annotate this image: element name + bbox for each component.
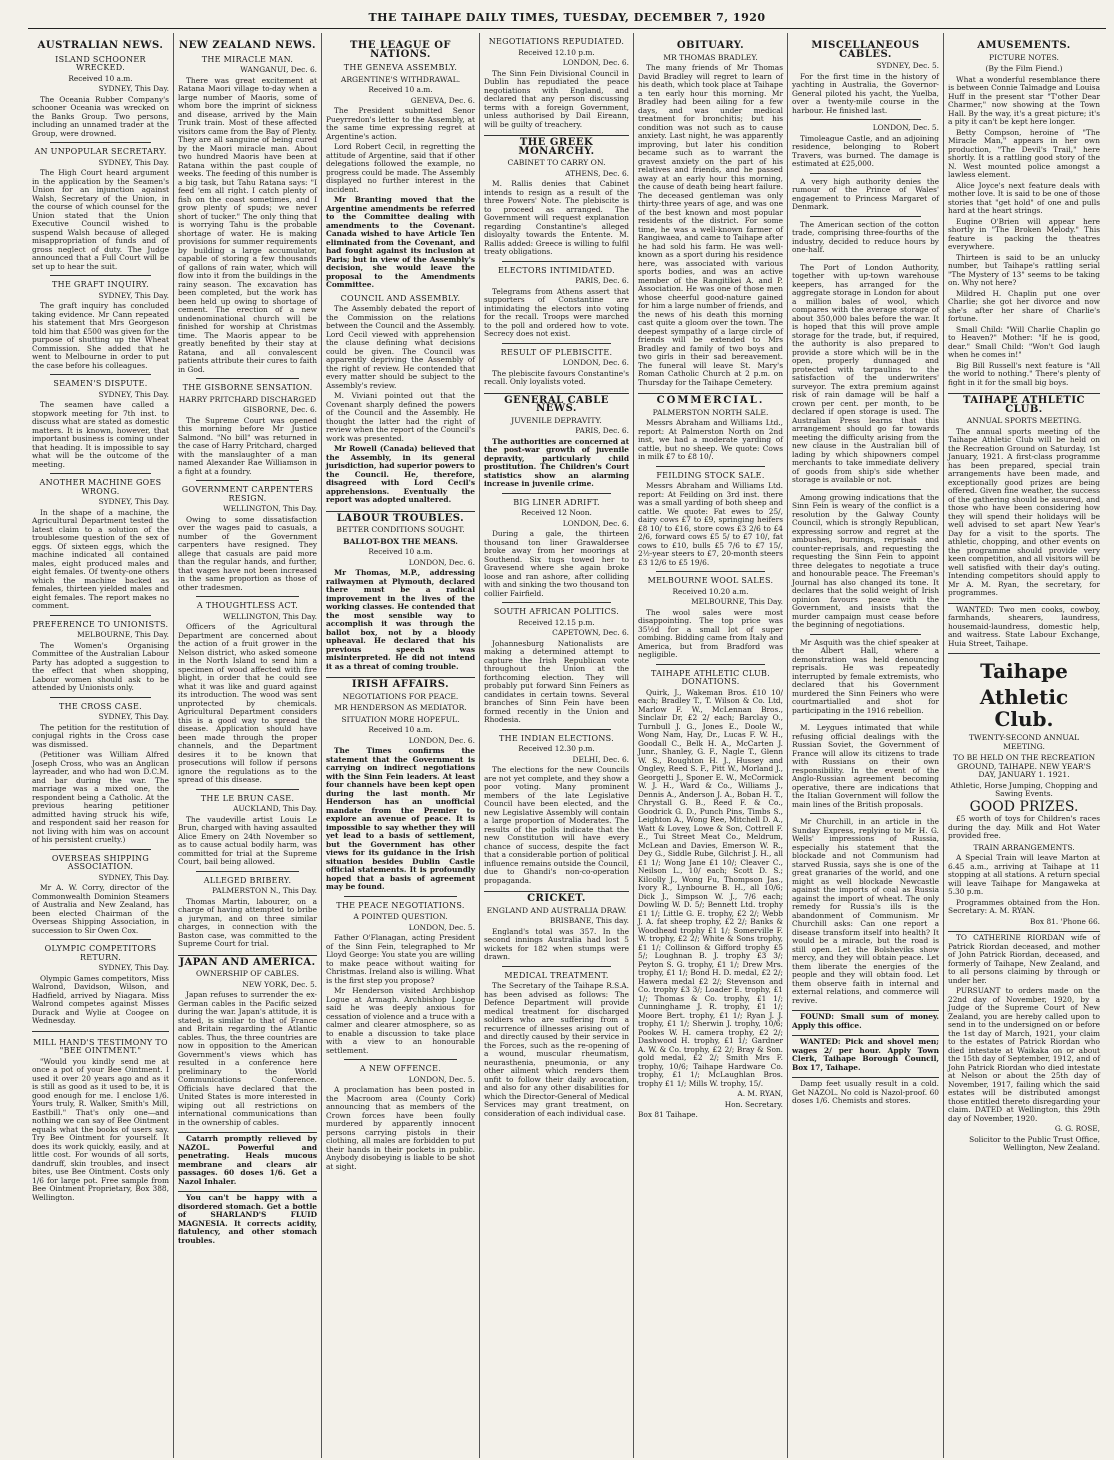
- article-body: Timoleague Castle, and an adjoining residence, belonging to Robert Travers, was burned. The damage is estimated at £25,000.: [792, 133, 939, 168]
- article-body: Mr Asquith was the chief speaker at the Albert Hall, where a demonstration was held denouncing reprisals. He was repeatedly interrupted by female extremists, who declared that his Government murdered the Sinn Feiners who were courtmartialled and shot for participating in the 1916 rebellion.: [792, 637, 939, 715]
- article-heading: ALLEGED BRIBERY.: [203, 875, 292, 885]
- dateline: SYDNEY, This Day.: [98, 290, 169, 300]
- article-heading: THE PEACE NEGOTIATIONS.: [336, 900, 465, 910]
- article-heading: TAIHAPE ATHLETIC CLUB. DONATIONS.: [650, 668, 771, 686]
- article-heading: THE LE BRUN CASE.: [200, 793, 295, 803]
- advert-body: Programmes obtained from the Hon. Secretary: A. M. RYAN.: [948, 897, 1100, 915]
- dateline: SYDNEY, This Day.: [98, 157, 169, 167]
- article-subheading: OWNERSHIP OF CABLES.: [196, 969, 299, 978]
- article-body: The American section of the cotton trade, comprising three-fourths of the industry, decided to reduce hours by one-half.: [792, 219, 939, 254]
- advert-body: A Special Train will leave Marton at 6.45 a.m., arriving at Taihape at 11 stopping at all stations. A return special will leave Taihape for Mangaweka at 5.30 p.m.: [948, 853, 1100, 896]
- article-subheading: ANNUAL SPORTS MEETING.: [966, 416, 1082, 425]
- article-body: The graft inquiry has concluded taking evidence. Mr Cann repeated his statement that Mrs Georgeson told him that £500 was given for the purpose of shutting up the Wheat Commission. She added that he went to Melbourne in order to put the case before his colleagues.: [32, 301, 169, 370]
- dateline: NEW YORK, Dec. 5.: [242, 979, 317, 989]
- dateline: LONDON, Dec. 6.: [562, 358, 629, 367]
- article-body: The vaudeville artist Louis Le Brun, charged with having assaulted Alice Emery on 24th November so as to cause actual bodily harm, was committed for trial at the Supreme Court, bail being allowed.: [178, 814, 317, 866]
- article-body: The Supreme Court was opened this morning before Mr Justice Salmond. "No bill" was returned in the case of Harry Pritchard, charged with the manslaughter of a man named Alexander Rae Williamson in a fight at a foundry.: [178, 415, 317, 476]
- dateline: MELBOURNE, This Day.: [691, 597, 783, 606]
- section-heading: AUSTRALIAN NEWS.: [37, 40, 164, 51]
- advert-found: FOUND: Small sum of money. Apply this office.: [792, 1012, 939, 1030]
- article-heading: ELECTORS INTIMIDATED.: [498, 265, 615, 275]
- article-body: Japan refuses to surrender the ex-German cables in the Pacific seized during the war. Japan's attitude, it is stated, is similar to that of France and Britain regarding the Atlantic cables. Thus, the three countries are now in opposition to the American Government's views which has resulted in a conference here preliminary to the World Communications Conference. Officials have declared that the United States is more interested in wiping out all restrictions on international communications than in the ownership of cables.: [178, 990, 317, 1127]
- legal-notice: PURSUANT to orders made on the 22nd day of November, 1920, by a Judge of the Supreme Court of New Zealand, you are hereby called upon to send in to the undersigned on or before the 1st day of March, 1921, your claim to the estates of Patrick Riordan who died intestate at Waikaka on or about the 15th day of September, 1912, and of John Patrick Riordan who died intestate at Nelson or about the 25th day of November, 1917, failing which the said estates will be distributed amongst those entitled thereto disregarding your claim. DATED at Wellington, this 29th day of November, 1920.: [948, 986, 1100, 1123]
- dateline: GISBORNE, Dec. 6.: [243, 405, 317, 414]
- article-body: Quirk, J., Wakeman Bros. £10 10/ each; Bradley T., T. Wilson & Co. Ltd, Marlow F. W., McLennan Bros., Sinclair Dr, £2 2/ each; Barclay O., Turnbull J. G., Jones E., Doole W., Wong Nam, Hay, Dr., Lucas F. W. H., Goodall C., Belk H. A., McCarten J. Junr., Shanley, G. F., Nagle T., Glenn W. S., Roughton H. J., Hussey and Ongley, Reed S. F., Pitt W., Morland J., Georgetti J., Sponer E. W., McCormick W. J. H., Ward & Co., Williams J., Dennis A., Anderson J. A., Boban H. T., Chrystall G. B., Reed F. & Co., Goodrick G. D., Punch Pins, Timbs S., Leighton A., Wong Ree, Mitchell D. A., Watt & Lovey, Lowe & Son, Cottrell F. E., Tui Street Meat Co., Meldrum, McLean and Davies, Emerson W. R., Dey G., Siddle Rube, Gilchrist J. H., all £1 1/; Wong Jane £1 10/; Cleaver C., Neilson L., 10/ each; Scott D. S.; Kilcolly J., Wong Fu, Thompson Jas., Ivory R., Lynbourne B. H., all 10/6; Dick J., Simpson W. J., 7/6 each; Dowling W. D. 5/; Bennett Ltd. trophy £1 1/; Little G. E. trophy, £2 2/; Webb J. A. fat sheep trophy, £2 2/; Banks & Woodhead trophy £1 1/; Somerville F. W. trophy, £2 2/; White & Sons trophy, £1 1/; Collinson & Gifford trophy £5 5/; Loughnan B. J. trophy £3 3/; Peyton S. G. trophy, £1 1/; Drew Mrs. trophy, £1 1/; Bond H. D. medal, £2 2/; Hawera medal £2 2/; Stevenson and Co. trophy £3 3/; Loader E. trophy, £1 1/; Thomas & Co. trophy, £1 1/; Cunninghame J. R. trophy, £1 1/; Moore Bert. trophy, £1 1/; Ryan J. J. trophy, £1 1/; Sherwin J. trophy, 10/6; Pookes W. H. camera trophy, £2 2/; Dashwood H. trophy, £1 1/; Gardner A. W. & Co. trophy, £2 2/; Bray & Son. gold medal, £2 2/; Smith Mrs F. trophy, 10/6; Taihape Hardware Co. trophy, £1 1/; McLaughlan Bros. trophy £1 1/; Mills W. trophy, 15/.: [638, 687, 783, 1088]
- received-line: Received 12.15 p.m.: [518, 617, 595, 627]
- article-heading: AN UNPOPULAR SECRETARY.: [34, 147, 167, 156]
- article-body: The Oceania Rubber Company's schooner Oceania was wrecked on the Banks Group. Two persons, including an unnamed trader at the Group, were drowned.: [32, 94, 169, 138]
- article-body: Thirteen is said to be an unlucky number, but Taihape's rattling serial "The Mystery of 13" seems to be taking on. Why not here?: [948, 252, 1100, 287]
- article-body: The High Court heard argument in the application by the Seamen's Union for an injunction against Walsh, Secretary of the Union, in the course of which counsel for the Union stated that the Union Executive Council wished to suspend Walsh because of alleged misappropriation of funds and of gross neglect of duty. The Judge announced that a Full Court will be set up to hear the suit.: [32, 168, 169, 271]
- article-body: The elections for the new Councils are not yet complete, and they show a poor voting. Many prominent members of the late Legislative Council have been elected, and the new Legislative Assembly will contain a large proportion of Moderates. The results of the polls indicate that the new Constitution will have every chance of success, despite the fact that a considerable portion of political influence remains outside the Council, due to Ghandi's non-co-operation propaganda.: [484, 765, 629, 885]
- article-body: Among growing indications that the Sinn Fein is weary of the conflict is a resolution by the Galway County Council, which is strongly Republican, expressing sorrow and regret at the ambushes, burnings, reprisals and counter-reprisals, and requesting the requesting the Sinn Fein to appoint three delegates to negotiate a truce and honourable peace. The Freeman's Journal has also changed its tone. It declares that the solid weight of Irish opinion favours peace with the Government, and insists that the murder campaign must cease before the beginning of negotiations.: [792, 492, 939, 629]
- article-body: Thomas Martin, labourer, on a charge of having attempted to bribe a juryman, and on three similar charges, in connection with the Baston case, was committed to the Supreme Court for trial.: [178, 896, 317, 948]
- signature: A. M. RYAN,: [737, 1089, 783, 1098]
- article-body: Big Bill Russell's next feature is "All the world to nothing." There's plenty of fight in it for the small big boys.: [948, 360, 1100, 387]
- article-body: Father O'Flanagan, acting President of the Sinn Fein, telegraphed to Mr Lloyd George: You state you are willing to make peace without waiting for Christmas. Ireland also is willing. What is the first step you propose?: [326, 933, 475, 985]
- column-obituary-commercial: [634, 33, 788, 1458]
- article-body: Olympic Games competitors, Miss Walrond, Davidson, Wilson, and Hadfield, arrived by Niagara. Miss Walrond competes against Misses Durack and Wylie at Coogee on Wednesday.: [32, 973, 169, 1025]
- article-subheading: SITUATION MORE HOPEFUL.: [341, 714, 460, 724]
- dateline: PALMERSTON N., This Day.: [211, 886, 317, 895]
- section-heading: THE GREEK MONARCHY.: [484, 135, 629, 156]
- article-body: Betty Compson, heroine of "The Miracle Man," appears in her own production, "The Devil's Trail," here shortly. It is a rattling good story of the N. West mounted police amongst a lawless element.: [948, 127, 1100, 179]
- advert-events: Athletic, Horse Jumping, Chopping and Sawing Events.: [950, 780, 1098, 798]
- article-subheading: MR THOMAS BRADLEY.: [663, 52, 758, 62]
- article-subheading: ARGENTINE'S WITHDRAWAL.: [340, 74, 461, 84]
- advert-nazol: Damp feet usually result in a cold. Get NAZOL. No cold is Nazol-proof. 60 doses 1/6. Chemists and stores.: [792, 1079, 939, 1105]
- article-body: Messrs Abraham and Williams Ltd. report: At Feilding on 3rd inst. there was a small yarding of both sheep and cattle. We quote: Fat ewes to 25/, dairy cows £7 to £9, springing heifers £8 10/ to £16, store cows £3 2/6 to £4 2/6, forward cows £5 5/ to £7 10/, fat cows to £10, bulls £5 7/6 to £7 15/, 2½-year steers to £7, 20-month steers £3 12/6 to £5 19/6.: [638, 481, 783, 567]
- section-heading: CRICKET.: [484, 891, 629, 904]
- advert-heading: MILL HAND'S TESTIMONY TO "BEE OINTMENT.": [33, 1037, 168, 1055]
- article-body: The Women's Organising Committee of the Australian Labour Party has adopted a suggestion to the effect that when shopping, Labour women should ask to be attended by Unionists only.: [32, 640, 169, 692]
- article-body: The Sinn Fein Divisional Council in Dublin has repudiated the peace negotiations with England, and declared that any person discussing terms with a foreign Government, unless authorised by Dail Eireann, will be guilty of treachery.: [484, 68, 629, 129]
- section-heading: OBITUARY.: [676, 40, 745, 51]
- dateline: LONDON, Dec. 6.: [562, 58, 629, 67]
- advert-subheading: TRAIN ARRANGEMENTS.: [973, 842, 1075, 852]
- received-line: Received 12 Noon.: [521, 508, 592, 517]
- article-heading: ANOTHER MACHINE GOES WRONG.: [39, 478, 162, 496]
- article-body: Eugine O'Brien will appear here shortly in "The Broken Melody." This feature is packing the theatres everywhere.: [948, 216, 1100, 251]
- dateline: LONDON, Dec. 5.: [408, 1074, 475, 1084]
- article-body: The seamen have called a stopwork meeting for 7th inst. to discuss what are stated as domestic matters. It is known, however, that important business is coming under that heading. It is impossible to say what will be the outcome of the meeting.: [32, 400, 169, 469]
- article-body: M. Leygues intimated that while refusing official dealings with the Russian Soviet, the Government of France will allow its citizens to trade with Russians on their own responsibility. In the event of the Anglo-Russian agreement becoming operative, there are indications that the Italian Government will follow the main lines of the British proposals.: [792, 723, 939, 809]
- article-subheading: BALLOT-BOX THE MEANS.: [343, 536, 458, 546]
- dateline: PARIS, Dec. 6.: [575, 276, 629, 285]
- article-subheading: MR HENDERSON AS MEDIATOR.: [334, 703, 467, 712]
- dateline: SYDNEY, This Day.: [98, 963, 169, 972]
- article-subheading: PICTURE NOTES.: [989, 52, 1059, 62]
- article-heading: THE GENEVA ASSEMBLY.: [343, 63, 458, 72]
- dateline: SYDNEY, This Day.: [98, 389, 169, 399]
- dateline: LONDON, Dec. 6.: [408, 557, 475, 567]
- section-heading: IRISH AFFAIRS.: [326, 677, 475, 690]
- signature: G. G. ROSE,: [1054, 1124, 1100, 1133]
- article-body: The many friends of Mr Thomas David Bradley will regret to learn of his death, which took place at Taihape a ten early hour this morning. Mr Bradley had been ailing for a few days, and was under medical treatment for bronchitis; but his condition was not such as to cause anxiety. Last night, he was apparently improving, but later his condition became such as to warrant the gravest anxiety on the part of his relatives and friends, and he passed away at an early hour this morning, the cause of death being heart failure. The deceased gentleman was only thirty-three years of age, and was one of the best known and most popular residents of the district. For some time, he was a well-known farmer of Rangiwaea, and came to Taihape after he had sold his farm. He was well-known as a sport during his residence here, was associated with various sports bodies, and was an active member of the Rangitikei A. and P. Association. He was one of those men whose cheerful good-nature gained for him a large number of friends, and the news of his death this morning cast quite a gloom over the town. The deepest sympathy of a large circle of friends will be extended to Mrs Bradley and family of two boys and two girls in their sad bereavement. The funeral will leave St. Mary's Roman Catholic Church at 2 p.m. on Thursday for the Taihape Cemetery.: [638, 63, 783, 387]
- article-body: Johannesburg Nationalists are making a determined attempt to capture the Irish Republican vote throughout the Union at the forthcoming election. They will probably put forward Sinn Feiners as candidates in certain towns. Several branches of Sinn Fein have been formed recently in the Union and Rhodesia.: [484, 638, 629, 724]
- article-body: There was great excitement at Ratana Maori village to-day when a large number of Maoris, some of whom bore the imprint of sickness and disease, arrived by the Main Trunk train. Most of these affected visitors came from the Bay of Plenty. They are all sanguine of being cured by the Maori miracle man. About two hundred Maoris have been at Ratana within the past couple of weeks. The feeding of this number is a big task, but Tahu Ratana says: "I feed 'em all right. I catch plenty of fish on the coast sometimes, and I grow plenty of spuds; we never short of tucker." The only thing that is worrying Tahu is the probable shortage of water. He is making provisions for summer requirements by building a large accumulator, capable of storing a few thousands of gallons of rain water, which will flow into it from the buildings in the rainy season. The excavation has been completed, but the work has been held up owing to shortage of cement. The erection of a new undenominational church will be finished for worship at Christmas time. The Maoris appear to be greatly benefited by their stay at Ratana, and all convalescent patients attribute their cures to faith in God.: [178, 75, 317, 374]
- advert-venue: TO BE HELD ON THE RECREATION GROUND, TAIHAPE. NEW YEAR'S DAY, JANUARY 1. 1921.: [952, 753, 1096, 779]
- article-body: M. Rallis denies that Cabinet intends to resign as a result of the three Powers' Note. The plebiscite is to proceed as arranged. The Government will request explanation regarding Constantine's alleged disloyalty towards the Entente. M. Rallis added: Greece is willing to fulfil treaty obligations.: [484, 179, 629, 256]
- article-body: The wool sales were most disappointing. The top price was 35½d for a small lot of super combing. Bidding came from Italy and America, but from Bradford was negligible.: [638, 607, 783, 659]
- article-heading: THE GISBORNE SENSATION.: [182, 383, 313, 392]
- section-heading: GENERAL CABLE NEWS.: [484, 393, 629, 414]
- legal-notice: TO CATHERINE RIORDAN wife of Patrick Riordan deceased, and mother of John Patrick Riordan, deceased, and formerly of Taihape, New Zealand, and to all persons claiming by through or under her.: [948, 933, 1100, 985]
- received-line: Received 10 a.m.: [368, 85, 433, 94]
- article-body: For the first time in the history of yachting in Australia, the Governor-General piloted his yacht, the Yuelba, over a twenty-mile course in the harbour. He finished last.: [792, 71, 939, 115]
- article-body: What a wonderful resemblance there is between Connie Talmadge and Louisa Huff in the present star "T'other Dear Charmer," now showing at the Town Hall. By the way, it's a great picture; it's a pity it can't be kept here longer.: [948, 74, 1100, 126]
- masthead-title: THE TAIHAPE DAILY TIMES, TUESDAY, DECEMBER 7, 1920: [368, 10, 766, 24]
- dateline: SYDNEY, This Day.: [98, 872, 169, 882]
- dateline: PARIS, Dec. 6.: [575, 426, 629, 435]
- article-body: Mr Thomas, M.P., addressing railwaymen at Plymouth, declared there must be a radical improvement in the lives of the working classes. He contended that the most sensible way to accomplish it was through the ballot box, not by a bloody upheaval. He declared that his previous speech was misinterpreted. He did not intend it as a threat of coming trouble.: [326, 568, 475, 671]
- advert-subheading: TWENTY-SECOND ANNUAL MEETING.: [968, 733, 1080, 751]
- dateline: SYDNEY, This Day.: [98, 497, 169, 506]
- article-body: M. Viviani pointed out that the Covenant sharply defined the powers of the Council and the Assembly. He thought the latter had the right of review when the report of the Council's work was presented.: [326, 391, 475, 443]
- article-body: Mildred H. Chaplin put one over Charlie; she got her divorce and now she's after her share of Charlie's fortune.: [948, 288, 1100, 323]
- article-body: Telegrams from Athens assert that supporters of Constantine are intimidating the electors into voting for the recall. Troops were marched to the poll and ordered how to vote. Secrecy does not exist.: [484, 286, 629, 338]
- dateline: LONDON, Dec. 6.: [562, 518, 629, 528]
- dateline: WELLINGTON, This Day.: [223, 504, 317, 513]
- advert-title: Taihape: [980, 659, 1068, 683]
- article-body: Lord Robert Cecil, in regretting the attitude of Argentine, said that if other delegations followed the example, no progress could be made. The Assembly displayed no further interest in the incident.: [326, 142, 475, 194]
- advert-body: £5 worth of toys for Children's races during the day. Milk and Hot Water provided free.: [948, 814, 1100, 840]
- article-body: Officers of the Agricultural Department are concerned about the action of a fruit grower in the Nelson district, who asked someone in the North Island to send him a specimen of wood affected with fire blight, in order that he could see what it was like and guard against its introduction. The wood was sent unprotected by chemicals. Agricultural Department considers this is a good way to spread the disease. Application should have been made through the proper channels, and the Department desires it to be known that prosecutions will follow if persons ignore the regulations as to the spread of this disease.: [178, 622, 317, 784]
- section-heading: JAPAN AND AMERICA.: [179, 956, 316, 968]
- dateline: LONDON, Dec. 6.: [408, 735, 475, 745]
- article-body: During a gale, the thirteen thousand ton liner Grawaldersee broke away from her moorings at Southend. Six tugs towed her to Gravesend where she again broke loose and ran ashore, after colliding with and sinking the two thousand ton collier Fairfield.: [484, 529, 629, 598]
- section-heading: THE LEAGUE OF NATIONS.: [349, 40, 452, 60]
- article-body: The Assembly debated the report of the Commission on the relations between the Council and the Assembly. Lord Cecil viewed with apprehension the clause defining what decisions could be given. The Council was apparently depriving the Assembly of the right of review. He contended that every matter should be subject to the Assembly's review.: [326, 304, 475, 390]
- article-body: The authorities are concerned at the post-war growth of juvenile depravity, particularly child prostitution. The Children's Court statistics show an alarming increase in juvenile crime.: [484, 436, 629, 488]
- article-heading: ISLAND SCHOONER WRECKED.: [55, 54, 146, 72]
- received-line: Received 10.20 a.m.: [672, 586, 749, 596]
- received-line: Received 10 a.m.: [368, 547, 433, 556]
- box-number: Box 81 Taihape.: [638, 1110, 698, 1119]
- article-body: The Port of London Authority, together with up-town warehouse keepers, has arranged for the aggregate storage in London for about a million bales of wool, which compares with the average storage of about 350,000 bales before the war. It is hoped that this will prove ample storage for the trade, but, if required, the authority is also prepared to provide a store which will be in the open, properly dunnaged and protected with tarpaulins to the satisfaction of the underwriters' surveyor. The extra premium against risk of rain damage will be half a crown per cent. per month, to be declared if open storage is used. The Australian Press learns that this arrangement should go far towards meeting the difficulty arising from the new clause in the Australian bill of lading by which shipowners compel merchants to take immediate delivery of goods from ship's side whether storage is available or not.: [792, 262, 939, 484]
- dateline: CAPETOWN, Dec. 6.: [552, 628, 629, 637]
- section-heading: COMMERCIAL.: [638, 393, 783, 406]
- article-heading: A THOUGHTLESS ACT.: [196, 601, 299, 610]
- signature-title: Solicitor to the Public Trust Office, Wellington, New Zealand.: [969, 1134, 1100, 1152]
- article-body: (Petitioner was William Alfred Joseph Cross, who was an Anglican layreader, and who had won D.C.M. and bar during the war. The marriage was a mixed one, the respondent being a Catholic. At the previous hearing petitioner admitted having struck his wife, and respondent said her reason for not living with him was on account of his persistent cruelty.): [32, 750, 169, 844]
- article-body: Messrs Abraham and Williams Ltd., report: At Palmerston North on 2nd inst, we had a moderate yarding of cattle, but no sheep. We quote: Cows in milk £7 to £8 10/.: [638, 418, 783, 461]
- advert-box: Box 81. 'Phone 66.: [1030, 916, 1100, 926]
- advert-wanted: WANTED: Two men cooks, cowboy, farmhands, shearers, laundress, housemaid-laundress, domestic help, and waitress. State Labour Exchange, Huia Street, Taihape.: [948, 604, 1100, 648]
- article-body: A proclamation has been posted in the Macroom area (County Cork) announcing that as members of the Crown forces have been foully murdered by apparently innocent persons carrying pistols in their clothing, all males are forbidden to put their hands in their pockets in public. Anybody disobeying is liable to be shot at sight.: [326, 1085, 475, 1171]
- section-heading: TAIHAPE ATHLETIC CLUB.: [948, 393, 1100, 414]
- article-heading: COUNCIL AND ASSEMBLY.: [340, 293, 461, 303]
- dateline: GENEVA, Dec. 6.: [410, 95, 475, 105]
- dateline: DELHI, Dec. 6.: [572, 754, 629, 764]
- article-heading: A NEW OFFENCE.: [359, 1064, 442, 1073]
- article-body: The Secretary of the Taihape R.S.A. has been advised as follows: The Defence Department will provide medical treatment for discharged soldiers who are suffering from a recurrence of illnesses arising out of and directly caused by their service in the Forces, such as the re-opening of a wound, muscular rheumatism, neurasthenia, pneumonia, or any other ailment which renders them unfit to follow their daily avocation, and also for any other disabilities for which the Director-General of Medical Services may grant treatment, on consideration of each individual case.: [484, 981, 629, 1118]
- article-subheading: JUVENILE DEPRAVITY.: [511, 415, 602, 425]
- article-heading: SOUTH AFRICAN POLITICS.: [493, 607, 620, 616]
- athletic-club-advert: [948, 653, 1100, 926]
- article-heading: THE CROSS CASE.: [58, 701, 143, 711]
- article-body: Mr Churchill, in an article in the Sunday Express, replying to Mr H. G. Wells' impressions of Russia, especially his statement that the blockade and not Communism had starved Russia, says she is one of the great granaries of the world, and one might as well blockade Newcastle against the imports of coal as Russia against the import of wheat. The only remedy for Russia's ills is the abandonment of Communism. Mr Churchill asks: Can one report a disease transform itself into health? It would be a miracle, but the road is still open. Let the Bolsheviks show mercy, and they will obtain peace. Let them liberate the energies of the people and they will obtain food. Let them observe faith in internal and external relations, and commerce will revive.: [792, 817, 939, 1005]
- received-line: Received 10 a.m.: [368, 725, 433, 734]
- received-line: Received 12.30 p.m.: [518, 744, 595, 753]
- dateline: MELBOURNE, This Day.: [77, 630, 169, 639]
- section-heading: AMUSEMENTS.: [977, 40, 1071, 51]
- article-heading: PREFERENCE TO UNIONISTS.: [32, 619, 169, 629]
- dateline: SYDNEY, This Day.: [98, 84, 169, 93]
- article-heading: OVERSEAS SHIPPING ASSOCIATION.: [51, 853, 150, 871]
- article-heading: GOVERNMENT CARPENTERS RESIGN.: [181, 485, 314, 503]
- article-body: The President submitted Senor Pueyrredon's letter to the Assembly, at the same time expressing regret at Argentine's action.: [326, 106, 475, 141]
- column-new-zealand-news: [174, 33, 322, 1458]
- section-heading: LABOUR TROUBLES.: [326, 511, 475, 524]
- article-heading: THE GRAFT INQUIRY.: [52, 280, 149, 289]
- article-body: Owing to some dissatisfaction over the wages paid to casuals, a number of the Government carpenters have resigned. They allege that casuals are paid more than the regular hands, and further, that wages have not been increased in the same proportion as those of other tradesmen.: [178, 514, 317, 592]
- column-league-of-nations: [322, 33, 480, 1458]
- article-subheading: BETTER CONDITIONS SOUGHT.: [336, 525, 465, 534]
- masthead: [28, 6, 1106, 29]
- dateline: WANGANUI, Dec. 6.: [240, 65, 317, 74]
- article-body: Small Child: "Will Charlie Chaplin go to Heaven?" Mother: "If he is good, dear." Small Child: "Won't God laugh when he comes in!": [948, 324, 1100, 359]
- column-miscellaneous-cables: [788, 33, 944, 1458]
- article-heading: OLYMPIC COMPETITORS RETURN.: [44, 944, 157, 962]
- advert-prizes: GOOD PRIZES.: [969, 798, 1079, 815]
- advert-title: Athletic Club.: [979, 685, 1069, 731]
- article-heading: RESULT OF PLEBISCITE.: [500, 347, 613, 357]
- signature-title: Hon. Secretary.: [724, 1099, 783, 1109]
- dateline: LONDON, Dec. 5.: [408, 922, 475, 932]
- section-heading: MISCELLANEOUS CABLES.: [811, 40, 920, 60]
- dateline: LONDON, Dec. 5.: [872, 123, 939, 132]
- article-body: The plebiscite favours Constantine's recall. Only loyalists voted.: [484, 368, 629, 386]
- article-subheading: A POINTED QUESTION.: [353, 912, 448, 921]
- advert-magnesia: You can't be happy with a disordered stomach. Get a bottle of SHARLAND'S FLUID MAGNESIA. It corrects acidity, flatulency, and other stomach troubles.: [178, 1193, 317, 1245]
- byline: (By the Film Fiend.): [985, 64, 1063, 73]
- article-subheading: CABINET TO CARRY ON.: [507, 158, 606, 167]
- article-body: The petition for the restitution of conjugal rights in the Cross case was dismissed.: [32, 722, 169, 749]
- article-subheading: NEGOTIATIONS FOR PEACE.: [342, 691, 459, 701]
- article-heading: NEGOTIATIONS REPUDIATED.: [488, 37, 625, 46]
- article-heading: BIG LINER ADRIFT.: [513, 497, 600, 507]
- article-subheading: PALMERSTON NORTH SALE.: [652, 407, 769, 417]
- dateline: ATHENS, Dec. 6.: [565, 168, 629, 178]
- article-body: A very high authority denies the rumour of the Prince of Wales' engagement to Princess Margaret of Denmark.: [792, 176, 939, 211]
- column-amusements: [944, 33, 1104, 1458]
- article-body: In the shape of a machine, the Agricultural Department tested the latest claim to a solution of the troublesome question of the sex of eggs. Of sixteen eggs, which the machine indicated all contained males, eight produced males and eight females. Of twenty-one others which the machine backed as females, thirteen yielded males and eight females. The report makes no comment.: [32, 507, 169, 610]
- received-line: Received 10 a.m.: [68, 73, 133, 83]
- article-heading: THE INDIAN ELECTIONS.: [499, 733, 614, 743]
- advert-nazol: Catarrh promptly relieved by NAZOL. Powerful and penetrating. Heals mucous membrane and clears air passages. 60 doses 1/6. Get a Nazol Inhaler.: [178, 1134, 317, 1186]
- column-australian-news: [28, 33, 174, 1458]
- article-heading: MEDICAL TREATMENT.: [504, 970, 609, 980]
- columns: [28, 33, 1106, 1458]
- column-cable-news: [480, 33, 634, 1458]
- article-body: Mr Henderson visited Archbishop Logue at Armagh. Archbishop Logue said he was deeply anxious for cessation of violence and a truce with a calmer and clearer atmosphere, so as to enable a discussion to take place with a view to an honourable settlement.: [326, 986, 475, 1055]
- article-body: The annual sports meeting of the Taihape Athletic Club will be held on the Recreation Ground on Saturday, 1st January, 1921. A first-class programme has been prepared, special train arrangements have been made, and exceptionally good prizes are being offered. Given fine weather, the success of the gathering should be assured, and those who have been considering how they will spend their holidays will be well advised to set apart New Year's Day for a visit to the sports. The athletic, chopping, and other events on the programme should provide very keen competition, and all visitors will be well satisfied with their day's outing. Intending competitors should apply to Mr A. M. Ryan, the secretary, for programmes.: [948, 426, 1101, 597]
- section-heading: NEW ZEALAND NEWS.: [178, 40, 317, 51]
- article-body: Mr Branting moved that the Argentine amendments be referred to the Committee dealing with amendments to the Covenant. Canada wished to have Article Ten eliminated from the Covenant, and had fought against its inclusion at Paris; but in view of the Assembly's decision, she would leave the proposal to the Amendments Committee.: [326, 195, 475, 289]
- article-body: Mr Rowell (Canada) believed that the Assembly, in its general jurisdiction, had superior powers to the Council. He, therefore, disagreed with Lord Cecil's apprehensions. Eventually the report was adopted unaltered.: [326, 444, 475, 504]
- dateline: BRISBANE, This day.: [549, 916, 629, 925]
- dateline: SYDNEY, Dec. 5.: [876, 61, 939, 70]
- article-body: The Times confirms the statement that the Government is carrying on indirect negotiations with the Sinn Fein leaders. At least four channels have been kept open during the last month. Mr Henderson has an unofficial mandate from the Premier to explore an avenue of peace. It is impossible to say whether they will yet lead to a basis of settlement, but the Government has other views for its guidance in the Irish situation besides Dublin Castle official statements. It is profoundly hoped that a basis of agreement may be found.: [326, 746, 475, 891]
- article-body: Mr A. W. Corry, director of the Commonwealth Dominion Steamers of Australia and New Zealand, has been elected Chairman of the Overseas Shipping Association, in succession to Sir Owen Cox.: [32, 883, 169, 935]
- article-heading: SEAMEN'S DISPUTE.: [53, 379, 148, 388]
- dateline: AUCKLAND, This Day.: [233, 804, 317, 813]
- article-heading: FEILDING STOCK SALE.: [656, 470, 765, 480]
- article-heading: THE MIRACLE MAN.: [201, 54, 294, 64]
- advert-body: "Would you kindly send me at once a pot of your Bee Ointment. I used it over 20 years ago and as it is still as good as it used to be, it is good enough for me. I enclose 1/6. Yours truly, R. Walker, Smith's Mill, Eastbill." That's only one—and nothing we can say of Bee Ointment equals what the books of users say. Try Bee Ointment for yourself. It does its work quickly, easily, and at little cost. For wounds of all sorts, dandruff, skin troubles, and insect bites, use Bee Ointment. Costs only 1/6 for large pot. Free sample from Bee Ointment Proprietary, Box 388, Wellington.: [32, 1056, 169, 1202]
- dateline: WELLINGTON, This Day.: [223, 611, 317, 621]
- article-subheading: ENGLAND AND AUSTRALIA DRAW.: [486, 905, 627, 915]
- dateline: SYDNEY, This Day.: [98, 712, 169, 721]
- article-subheading: HARRY PRITCHARD DISCHARGED: [178, 394, 317, 404]
- article-body: Alice Joyce's next feature deals with mother love. It is said to be one of those stories that "get hold" of one and pulls hard at the heart strings.: [948, 180, 1100, 215]
- received-line: Received 12.10 p.m.: [518, 47, 595, 57]
- article-heading: MELBOURNE WOOL SALES.: [647, 576, 774, 585]
- article-body: England's total was 357. In the second innings Australia had lost 5 wickets for 182 when stumps were drawn.: [484, 926, 629, 961]
- advert-wanted: WANTED: Pick and shovel men; wages 2/ per hour. Apply Town Clerk, Taihape Borough Council, Box 17, Taihape.: [792, 1037, 939, 1072]
